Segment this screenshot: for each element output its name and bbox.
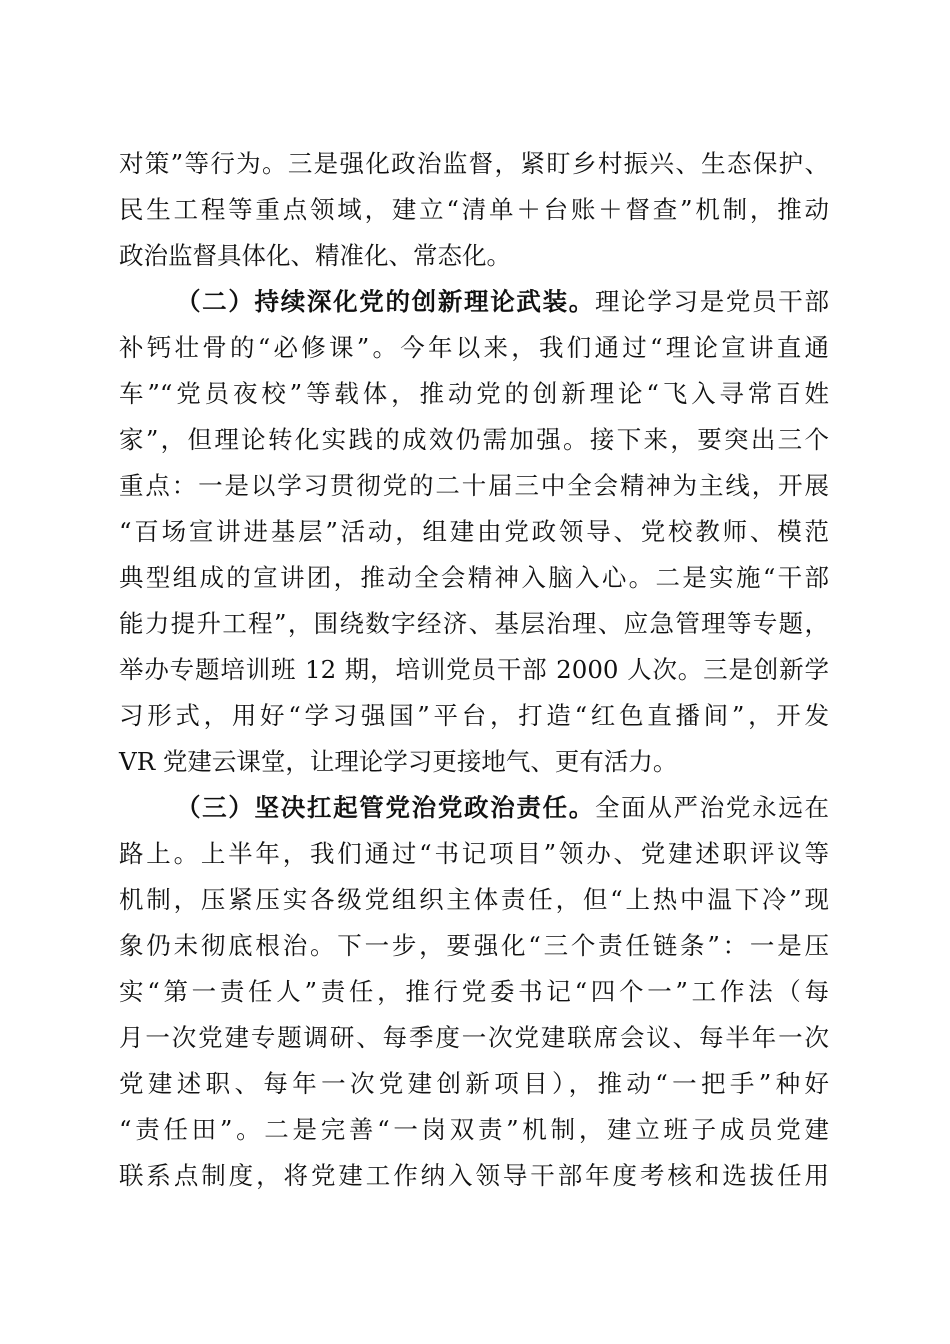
- text-line: 家”，但理论转化实践的成效仍需加强。接下来，要突出三个: [119, 425, 829, 454]
- paragraph-first-line: [119, 279, 829, 325]
- paragraph-party-responsibility: [119, 785, 829, 1199]
- text-line: 对策”等行为。三是强化政治监督，紧盯乡村振兴、生态保护、: [119, 149, 829, 178]
- text-line: “百场宣讲进基层”活动，组建由党政领导、党校教师、模范: [119, 517, 829, 546]
- text-line: 政治监督具体化、精准化、常态化。: [119, 241, 511, 270]
- text-line: 举办专题培训班 12 期，培训党员干部 2000 人次。三是创新学: [119, 655, 829, 684]
- text-line: 月一次党建专题调研、每季度一次党建联席会议、每半年一次: [119, 1023, 829, 1052]
- text-line: 路上。上半年，我们通过“书记项目”领办、党建述职评议等: [119, 839, 829, 868]
- text-line: 补钙壮骨的“必修课”。今年以来，我们通过“理论宣讲直通: [119, 333, 829, 362]
- text-line: 实“第一责任人”责任，推行党委书记“四个一”工作法（每: [119, 977, 829, 1006]
- text-line: 机制，压紧压实各级党组织主体责任，但“上热中温下冷”现: [119, 885, 829, 914]
- paragraph-theory-study: [119, 279, 829, 785]
- text-line: 习形式，用好“学习强国”平台，打造“红色直播间”，开发: [119, 701, 829, 730]
- text-line: 象仍未彻底根治。下一步，要强化“三个责任链条”：一是压: [119, 931, 829, 960]
- section-heading-3: （三）坚决扛起管党治党政治责任。: [176, 793, 595, 822]
- paragraph-first-line: [119, 785, 829, 831]
- text-line: “责任田”。二是完善“一岗双责”机制，建立班子成员党建: [119, 1115, 829, 1144]
- text-line: 能力提升工程”，围绕数字经济、基层治理、应急管理等专题，: [119, 609, 829, 638]
- text-line: 重点：一是以学习贯彻党的二十届三中全会精神为主线，开展: [119, 471, 829, 500]
- heading-follow-text: 理论学习是党员干部: [595, 287, 829, 316]
- text-line: 民生工程等重点领域，建立“清单＋台账＋督查”机制，推动: [119, 195, 829, 224]
- paragraph-continuation: [119, 141, 829, 279]
- text-line: VR 党建云课堂，让理论学习更接地气、更有活力。: [119, 747, 678, 776]
- document-body: [119, 141, 829, 1199]
- heading-follow-text: 全面从严治党永远在: [595, 793, 829, 822]
- text-line: 党建述职、每年一次党建创新项目），推动“一把手”种好: [119, 1069, 829, 1098]
- section-heading-2: （二）持续深化党的创新理论武装。: [176, 287, 595, 316]
- text-line: 联系点制度，将党建工作纳入领导干部年度考核和选拔任用: [119, 1161, 829, 1190]
- text-line: 车”“党员夜校”等载体，推动党的创新理论“飞入寻常百姓: [119, 379, 829, 408]
- text-line: 典型组成的宣讲团，推动全会精神入脑入心。二是实施“干部: [119, 563, 829, 592]
